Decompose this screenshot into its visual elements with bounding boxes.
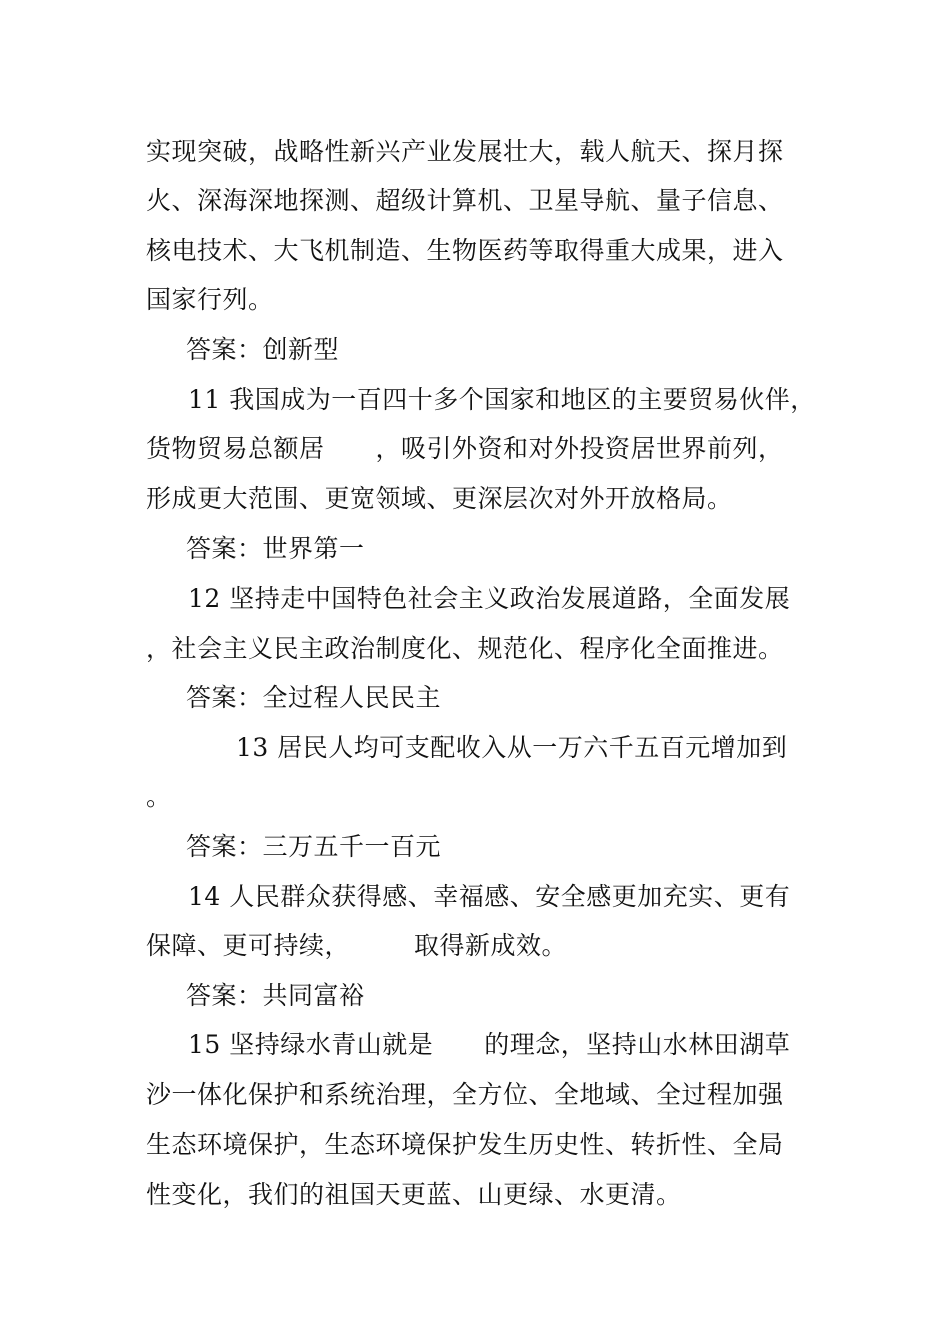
text-line: 沙一体化保护和系统治理，全方位、全地域、全过程加强 [146, 1080, 784, 1109]
question-line: 13 居民人均可支配收入从一万六千五百元增加到 [236, 733, 788, 762]
answer-line: 答案：创新型 [186, 335, 340, 364]
text-line: 国家行列。 [146, 285, 274, 314]
text-line: 实现突破，战略性新兴产业发展壮大，载人航天、探月探 [146, 137, 784, 166]
answer-line: 答案：三万五千一百元 [186, 832, 442, 861]
answer-line: 答案：世界第一 [186, 534, 365, 563]
question-line: 15 坚持绿水青山就是 的理念，坚持山水林田湖草 [188, 1030, 791, 1059]
question-line: 11 我国成为一百四十多个国家和地区的主要贸易伙伴， [188, 385, 816, 414]
text-line: 保障、更可持续， 取得新成效。 [146, 931, 568, 960]
text-line: 核电技术、大飞机制造、生物医药等取得重大成果，进入 [146, 236, 784, 265]
text-line: 生态环境保护，生态环境保护发生历史性、转折性、全局 [146, 1130, 784, 1159]
answer-line: 答案：全过程人民民主 [186, 683, 442, 712]
text-line: 。 [146, 782, 172, 811]
text-line: ，社会主义民主政治制度化、规范化、程序化全面推进。 [146, 634, 784, 663]
question-line: 12 坚持走中国特色社会主义政治发展道路，全面发展 [188, 584, 791, 613]
text-line: 火、深海深地探测、超级计算机、卫星导航、量子信息、 [146, 186, 784, 215]
answer-line: 答案：共同富裕 [186, 981, 365, 1010]
text-line: 性变化，我们的祖国天更蓝、山更绿、水更清。 [146, 1180, 682, 1209]
text-line: 形成更大范围、更宽领域、更深层次对外开放格局。 [146, 484, 733, 513]
question-line: 14 人民群众获得感、幸福感、安全感更加充实、更有 [188, 882, 791, 911]
text-line: 货物贸易总额居 ，吸引外资和对外投资居世界前列， [146, 434, 784, 463]
